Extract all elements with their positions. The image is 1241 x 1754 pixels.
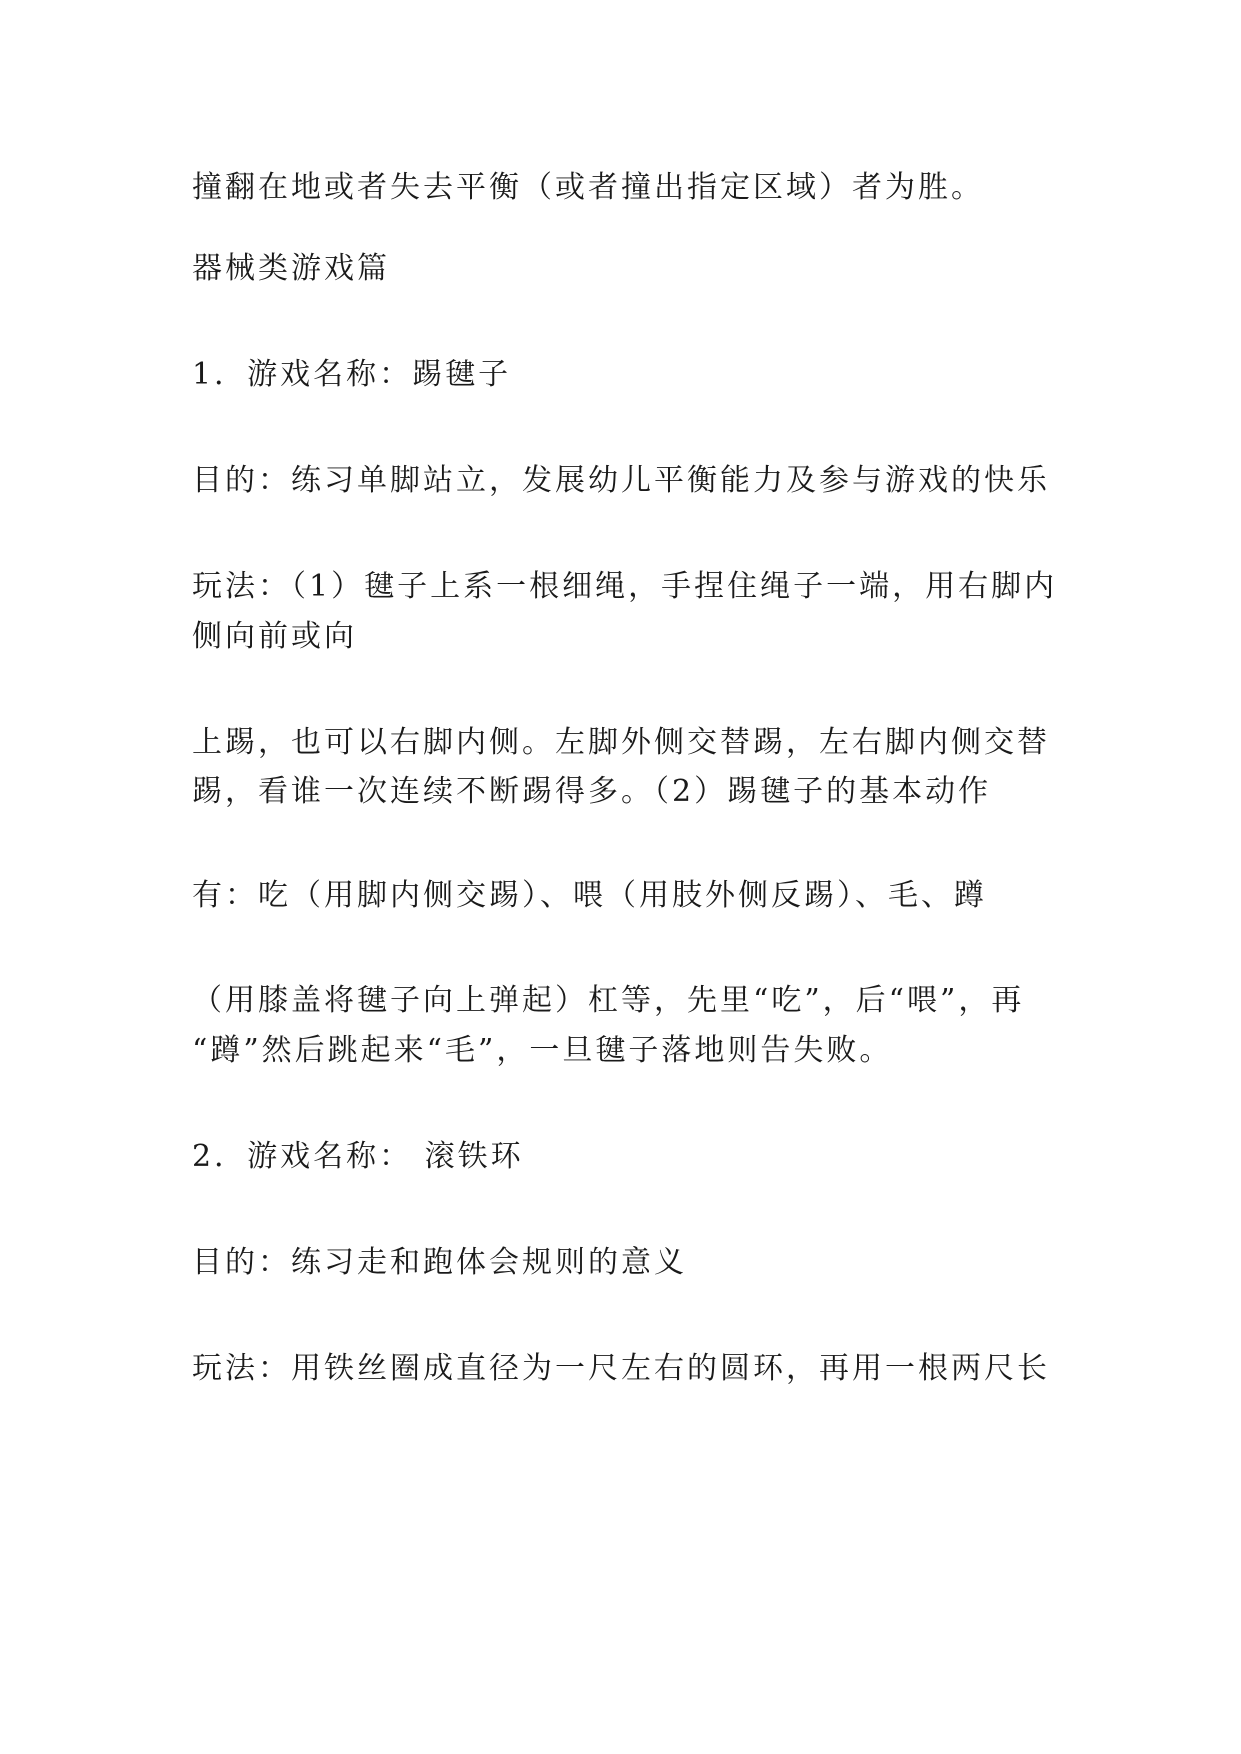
section-heading-equipment-games: 器械类游戏篇 xyxy=(192,251,390,286)
rules-shuttlecock-line-4: 踢，看谁一次连续不断踢得多。（2）踢毽子的基本动作 xyxy=(192,774,992,809)
rules-shuttlecock-line-7: “蹲”然后跳起来“毛”，一旦毽子落地则告失败。 xyxy=(192,1033,893,1068)
purpose-shuttlecock: 目的：练习单脚站立，发展幼儿平衡能力及参与游戏的快乐 xyxy=(192,463,1050,498)
rules-iron-hoop-line-1: 玩法：用铁丝圈成直径为一尺左右的圆环，再用一根两尺长 xyxy=(192,1351,1050,1386)
rules-shuttlecock-line-1: 玩法：（1）毽子上系一根细绳，手捏住绳子一端，用右脚内 xyxy=(192,569,1058,604)
game-title-shuttlecock: 1．游戏名称：踢毽子 xyxy=(192,357,512,392)
text-line-win-condition: 撞翻在地或者失去平衡（或者撞出指定区域）者为胜。 xyxy=(192,170,984,205)
rules-shuttlecock-line-2: 侧向前或向 xyxy=(192,619,357,654)
rules-shuttlecock-line-5: 有：吃（用脚内侧交踢）、喂（用肢外侧反踢）、毛、蹲 xyxy=(192,878,987,913)
rules-shuttlecock-line-3: 上踢，也可以右脚内侧。左脚外侧交替踢，左右脚内侧交替 xyxy=(192,725,1050,760)
game-title-iron-hoop: 2．游戏名称： 滚铁环 xyxy=(192,1139,524,1174)
purpose-iron-hoop: 目的：练习走和跑体会规则的意义 xyxy=(192,1245,687,1280)
rules-shuttlecock-line-6: （用膝盖将毽子向上弹起）杠等，先里“吃”，后“喂”，再 xyxy=(192,983,1025,1018)
